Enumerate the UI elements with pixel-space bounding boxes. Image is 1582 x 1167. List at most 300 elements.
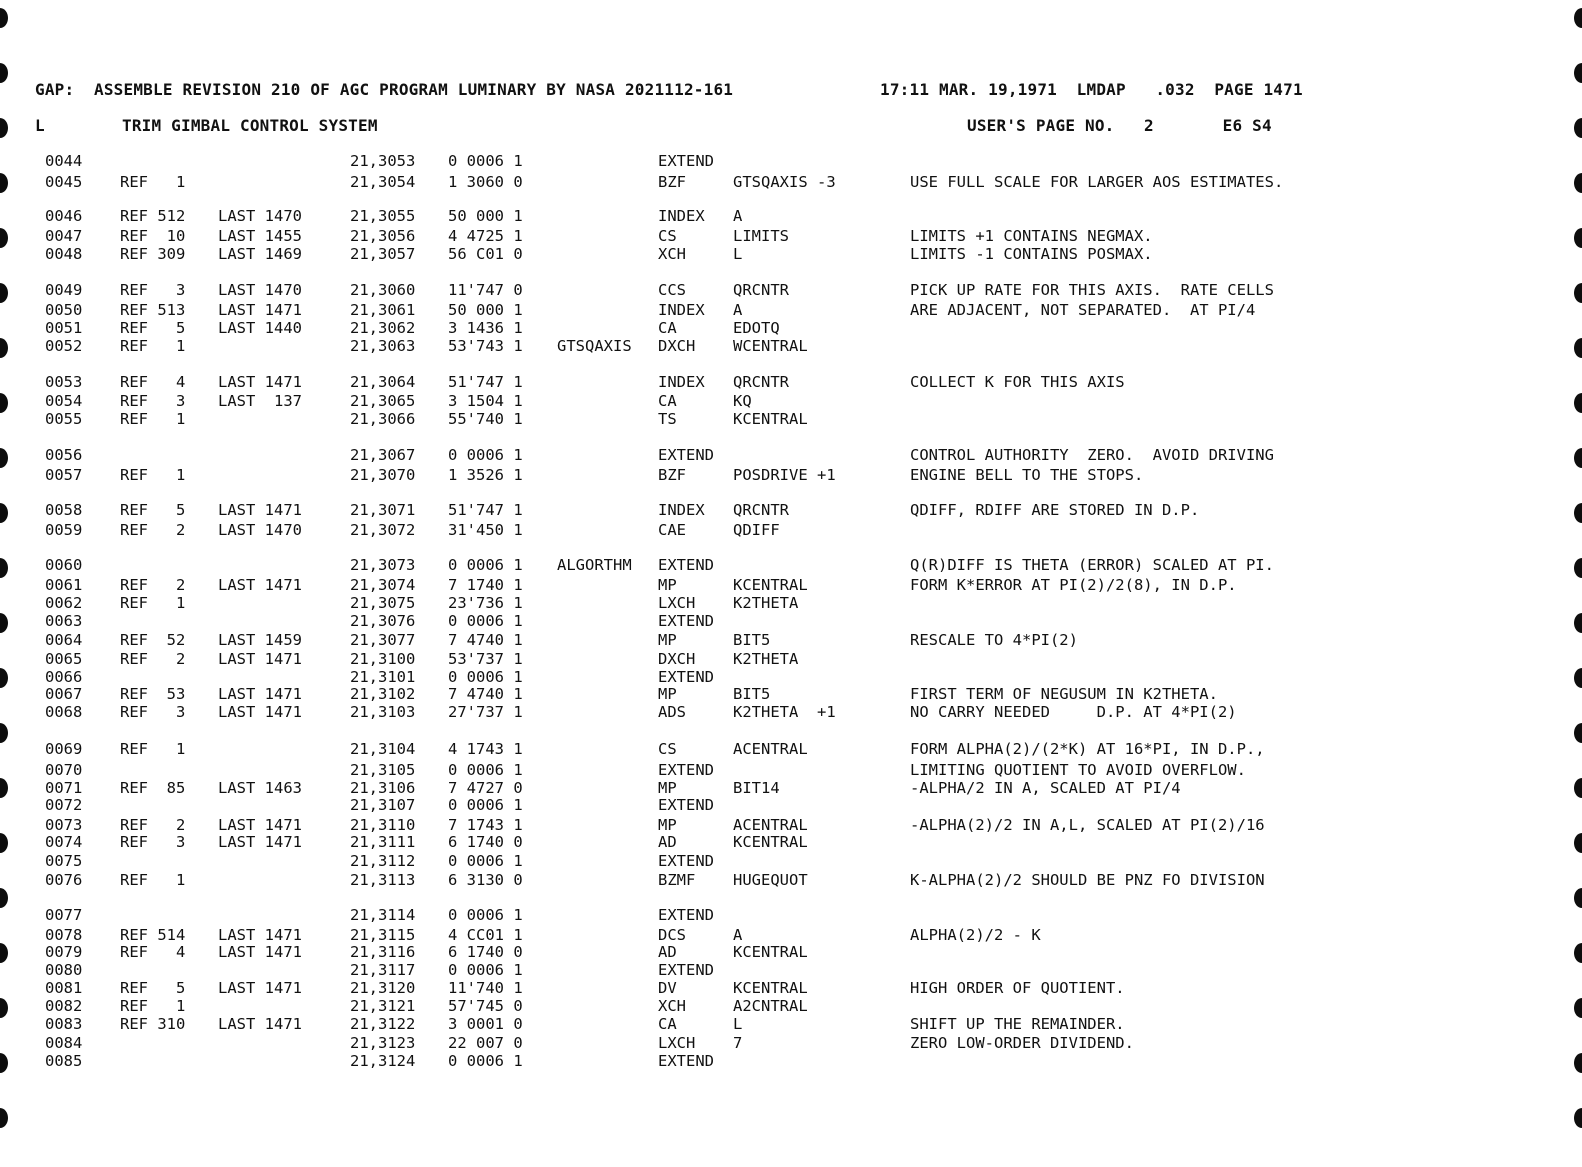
last-field: LAST 1471 <box>218 979 302 997</box>
address: 21,3104 <box>350 740 416 758</box>
octal-word: 0 0006 1 <box>448 852 523 870</box>
address: 21,3116 <box>350 943 416 961</box>
line-number: 0072 <box>45 796 83 814</box>
listing-row <box>0 392 1582 410</box>
ref-field: REF 4 <box>120 943 186 961</box>
octal-word: 55'740 1 <box>448 410 523 428</box>
octal-word: 6 3130 0 <box>448 871 523 889</box>
last-field: LAST 1469 <box>218 245 302 263</box>
octal-word: 6 1740 0 <box>448 943 523 961</box>
header-assembly-title: GAP: ASSEMBLE REVISION 210 OF AGC PROGRAM LUMINARY BY NASA 2021112-161 <box>35 80 734 99</box>
address: 21,3123 <box>350 1034 416 1052</box>
address: 21,3100 <box>350 650 416 668</box>
comment: USE FULL SCALE FOR LARGER AOS ESTIMATES. <box>910 173 1284 191</box>
octal-word: 11'747 0 <box>448 281 523 299</box>
ref-field: REF 512 <box>120 207 186 225</box>
opcode: MP <box>658 779 677 797</box>
address: 21,3110 <box>350 816 416 834</box>
address: 21,3067 <box>350 446 416 464</box>
ref-field: REF 52 <box>120 631 186 649</box>
operand: QDIFF <box>733 521 780 539</box>
line-number: 0053 <box>45 373 83 391</box>
comment: Q(R)DIFF IS THETA (ERROR) SCALED AT PI. <box>910 556 1274 574</box>
listing-row <box>0 796 1582 814</box>
last-field: LAST 1455 <box>218 227 302 245</box>
last-field: LAST 1470 <box>218 521 302 539</box>
listing-row <box>0 979 1582 997</box>
address: 21,3060 <box>350 281 416 299</box>
opcode: MP <box>658 685 677 703</box>
comment: ALPHA(2)/2 - K <box>910 926 1041 944</box>
operand: BIT5 <box>733 685 771 703</box>
opcode: INDEX <box>658 373 705 391</box>
listing-row <box>0 852 1582 870</box>
octal-word: 22 007 0 <box>448 1034 523 1052</box>
opcode: TS <box>658 410 677 428</box>
opcode: LXCH <box>658 1034 696 1052</box>
listing-row <box>0 668 1582 686</box>
line-number: 0071 <box>45 779 83 797</box>
comment: COLLECT K FOR THIS AXIS <box>910 373 1125 391</box>
address: 21,3114 <box>350 906 416 924</box>
listing-row <box>0 1034 1582 1052</box>
listing-row <box>0 906 1582 924</box>
ref-field: REF 1 <box>120 173 186 191</box>
octal-word: 7 4727 0 <box>448 779 523 797</box>
comment: HIGH ORDER OF QUOTIENT. <box>910 979 1125 997</box>
opcode: CA <box>658 1015 677 1033</box>
operand: A <box>733 301 743 319</box>
line-number: 0063 <box>45 612 83 630</box>
operand: BIT5 <box>733 631 771 649</box>
octal-word: 31'450 1 <box>448 521 523 539</box>
opcode: MP <box>658 631 677 649</box>
octal-word: 0 0006 1 <box>448 906 523 924</box>
opcode: BZMF <box>658 871 696 889</box>
line-number: 0068 <box>45 703 83 721</box>
address: 21,3057 <box>350 245 416 263</box>
opcode: EXTEND <box>658 152 714 170</box>
opcode: CA <box>658 319 677 337</box>
line-number: 0057 <box>45 466 83 484</box>
listing-row <box>0 703 1582 721</box>
address: 21,3120 <box>350 979 416 997</box>
last-field: LAST 1471 <box>218 833 302 851</box>
opcode: EXTEND <box>658 668 714 686</box>
last-field: LAST 1471 <box>218 703 302 721</box>
operand: K2THETA +1 <box>733 703 836 721</box>
address: 21,3102 <box>350 685 416 703</box>
address: 21,3071 <box>350 501 416 519</box>
tractor-hole <box>1574 1108 1582 1128</box>
line-number: 0064 <box>45 631 83 649</box>
listing-row <box>0 594 1582 612</box>
operand: L <box>733 1015 743 1033</box>
line-number: 0074 <box>45 833 83 851</box>
opcode: CAE <box>658 521 686 539</box>
listing-row <box>0 501 1582 519</box>
operand: ACENTRAL <box>733 740 808 758</box>
line-number: 0049 <box>45 281 83 299</box>
opcode: LXCH <box>658 594 696 612</box>
ref-field: REF 2 <box>120 521 186 539</box>
tractor-hole <box>1574 118 1582 138</box>
header-mark: L <box>35 116 45 135</box>
ref-field: REF 309 <box>120 245 186 263</box>
octal-word: 27'737 1 <box>448 703 523 721</box>
opcode: CA <box>658 392 677 410</box>
opcode: DV <box>658 979 677 997</box>
operand: KCENTRAL <box>733 833 808 851</box>
line-number: 0076 <box>45 871 83 889</box>
operand: KCENTRAL <box>733 410 808 428</box>
last-field: LAST 1471 <box>218 373 302 391</box>
ref-field: REF 1 <box>120 466 186 484</box>
opcode: CCS <box>658 281 686 299</box>
last-field: LAST 1471 <box>218 943 302 961</box>
address: 21,3077 <box>350 631 416 649</box>
opcode: INDEX <box>658 501 705 519</box>
operand: QRCNTR <box>733 501 789 519</box>
opcode: AD <box>658 943 677 961</box>
listing-row <box>0 319 1582 337</box>
address: 21,3124 <box>350 1052 416 1070</box>
opcode: MP <box>658 576 677 594</box>
last-field: LAST 1459 <box>218 631 302 649</box>
comment: NO CARRY NEEDED D.P. AT 4*PI(2) <box>910 703 1237 721</box>
ref-field: REF 2 <box>120 816 186 834</box>
opcode: EXTEND <box>658 852 714 870</box>
opcode: EXTEND <box>658 612 714 630</box>
tractor-hole <box>0 888 8 908</box>
line-number: 0045 <box>45 173 83 191</box>
comment: -ALPHA/2 IN A, SCALED AT PI/4 <box>910 779 1181 797</box>
address: 21,3070 <box>350 466 416 484</box>
address: 21,3073 <box>350 556 416 574</box>
octal-word: 0 0006 1 <box>448 961 523 979</box>
octal-word: 50 000 1 <box>448 301 523 319</box>
listing-row <box>0 650 1582 668</box>
comment: CONTROL AUTHORITY ZERO. AVOID DRIVING <box>910 446 1274 464</box>
ref-field: REF 1 <box>120 410 186 428</box>
octal-word: 0 0006 1 <box>448 796 523 814</box>
opcode: DXCH <box>658 337 696 355</box>
line-number: 0046 <box>45 207 83 225</box>
octal-word: 51'747 1 <box>448 501 523 519</box>
listing-row <box>0 997 1582 1015</box>
opcode: DXCH <box>658 650 696 668</box>
header-section-title: TRIM GIMBAL CONTROL SYSTEM <box>122 116 378 135</box>
operand: K2THETA <box>733 594 799 612</box>
ref-field: REF 514 <box>120 926 186 944</box>
address: 21,3066 <box>350 410 416 428</box>
address: 21,3076 <box>350 612 416 630</box>
ref-field: REF 1 <box>120 337 186 355</box>
opcode: EXTEND <box>658 1052 714 1070</box>
header-date-page: 17:11 MAR. 19,1971 LMDAP .032 PAGE 1471 <box>880 80 1303 99</box>
listing-row <box>0 1015 1582 1033</box>
comment: -ALPHA(2)/2 IN A,L, SCALED AT PI(2)/16 <box>910 816 1265 834</box>
line-number: 0080 <box>45 961 83 979</box>
address: 21,3121 <box>350 997 416 1015</box>
address: 21,3072 <box>350 521 416 539</box>
octal-word: 57'745 0 <box>448 997 523 1015</box>
address: 21,3065 <box>350 392 416 410</box>
address: 21,3103 <box>350 703 416 721</box>
line-number: 0048 <box>45 245 83 263</box>
octal-word: 0 0006 1 <box>448 152 523 170</box>
listing-row <box>0 961 1582 979</box>
line-number: 0073 <box>45 816 83 834</box>
address: 21,3056 <box>350 227 416 245</box>
listing-row <box>0 466 1582 484</box>
opcode: EXTEND <box>658 761 714 779</box>
last-field: LAST 137 <box>218 392 302 410</box>
ref-field: REF 5 <box>120 319 186 337</box>
operand: GTSQAXIS -3 <box>733 173 836 191</box>
opcode: EXTEND <box>658 961 714 979</box>
opcode: CS <box>658 227 677 245</box>
octal-word: 56 C01 0 <box>448 245 523 263</box>
listing-row <box>0 556 1582 574</box>
octal-word: 11'740 1 <box>448 979 523 997</box>
address: 21,3055 <box>350 207 416 225</box>
listing-row <box>0 833 1582 851</box>
address: 21,3101 <box>350 668 416 686</box>
address: 21,3061 <box>350 301 416 319</box>
last-field: LAST 1471 <box>218 685 302 703</box>
operand: A2CNTRAL <box>733 997 808 1015</box>
comment: SHIFT UP THE REMAINDER. <box>910 1015 1125 1033</box>
listing-row <box>0 943 1582 961</box>
line-number: 0082 <box>45 997 83 1015</box>
octal-word: 23'736 1 <box>448 594 523 612</box>
comment: ARE ADJACENT, NOT SEPARATED. AT PI/4 <box>910 301 1256 319</box>
listing-row <box>0 410 1582 428</box>
last-field: LAST 1463 <box>218 779 302 797</box>
line-number: 0052 <box>45 337 83 355</box>
label-field: GTSQAXIS <box>557 337 632 355</box>
address: 21,3106 <box>350 779 416 797</box>
ref-field: REF 1 <box>120 871 186 889</box>
line-number: 0081 <box>45 979 83 997</box>
address: 21,3115 <box>350 926 416 944</box>
listing-row <box>0 152 1582 170</box>
operand: QRCNTR <box>733 373 789 391</box>
ref-field: REF 3 <box>120 833 186 851</box>
last-field: LAST 1471 <box>218 1015 302 1033</box>
operand: 7 <box>733 1034 743 1052</box>
last-field: LAST 1471 <box>218 650 302 668</box>
listing-row <box>0 1052 1582 1070</box>
line-number: 0061 <box>45 576 83 594</box>
address: 21,3063 <box>350 337 416 355</box>
operand: QRCNTR <box>733 281 789 299</box>
octal-word: 53'737 1 <box>448 650 523 668</box>
line-number: 0077 <box>45 906 83 924</box>
listing-row <box>0 740 1582 758</box>
line-number: 0084 <box>45 1034 83 1052</box>
opcode: XCH <box>658 997 686 1015</box>
address: 21,3113 <box>350 871 416 889</box>
address: 21,3112 <box>350 852 416 870</box>
operand: KCENTRAL <box>733 979 808 997</box>
address: 21,3074 <box>350 576 416 594</box>
ref-field: REF 2 <box>120 650 186 668</box>
address: 21,3053 <box>350 152 416 170</box>
line-number: 0085 <box>45 1052 83 1070</box>
listing-row <box>0 576 1582 594</box>
octal-word: 7 1743 1 <box>448 816 523 834</box>
operand: A <box>733 207 743 225</box>
address: 21,3117 <box>350 961 416 979</box>
ref-field: REF 1 <box>120 594 186 612</box>
octal-word: 1 3526 1 <box>448 466 523 484</box>
line-number: 0060 <box>45 556 83 574</box>
label-field: ALGORTHM <box>557 556 632 574</box>
comment: LIMITS -1 CONTAINS POSMAX. <box>910 245 1153 263</box>
ref-field: REF 5 <box>120 979 186 997</box>
header-user-page: USER'S PAGE NO. 2 E6 S4 <box>967 116 1272 135</box>
line-number: 0067 <box>45 685 83 703</box>
address: 21,3122 <box>350 1015 416 1033</box>
line-number: 0079 <box>45 943 83 961</box>
ref-field: REF 5 <box>120 501 186 519</box>
tractor-hole <box>1574 888 1582 908</box>
last-field: LAST 1470 <box>218 207 302 225</box>
last-field: LAST 1471 <box>218 501 302 519</box>
octal-word: 51'747 1 <box>448 373 523 391</box>
line-number: 0083 <box>45 1015 83 1033</box>
address: 21,3075 <box>350 594 416 612</box>
comment: LIMITS +1 CONTAINS NEGMAX. <box>910 227 1153 245</box>
ref-field: REF 310 <box>120 1015 186 1033</box>
operand: ACENTRAL <box>733 816 808 834</box>
comment: LIMITING QUOTIENT TO AVOID OVERFLOW. <box>910 761 1246 779</box>
listing-row <box>0 779 1582 797</box>
octal-word: 7 4740 1 <box>448 631 523 649</box>
opcode: DCS <box>658 926 686 944</box>
address: 21,3111 <box>350 833 416 851</box>
tractor-hole <box>1574 8 1582 28</box>
line-number: 0059 <box>45 521 83 539</box>
operand: BIT14 <box>733 779 780 797</box>
listing-row <box>0 337 1582 355</box>
octal-word: 7 1740 1 <box>448 576 523 594</box>
listing-row <box>0 245 1582 263</box>
octal-word: 0 0006 1 <box>448 1052 523 1070</box>
line-number: 0044 <box>45 152 83 170</box>
opcode: BZF <box>658 173 686 191</box>
ref-field: REF 1 <box>120 997 186 1015</box>
address: 21,3054 <box>350 173 416 191</box>
operand: KCENTRAL <box>733 943 808 961</box>
line-number: 0056 <box>45 446 83 464</box>
last-field: LAST 1471 <box>218 301 302 319</box>
tractor-hole <box>0 1108 8 1128</box>
line-number: 0054 <box>45 392 83 410</box>
ref-field: REF 3 <box>120 703 186 721</box>
tractor-hole <box>0 63 8 83</box>
comment: ENGINE BELL TO THE STOPS. <box>910 466 1144 484</box>
last-field: LAST 1470 <box>218 281 302 299</box>
octal-word: 0 0006 1 <box>448 446 523 464</box>
operand: EDOTQ <box>733 319 780 337</box>
ref-field: REF 3 <box>120 392 186 410</box>
tractor-hole <box>1574 63 1582 83</box>
operand: HUGEQUOT <box>733 871 808 889</box>
octal-word: 0 0006 1 <box>448 612 523 630</box>
opcode: EXTEND <box>658 796 714 814</box>
comment: FORM K*ERROR AT PI(2)/2(8), IN D.P. <box>910 576 1237 594</box>
octal-word: 4 1743 1 <box>448 740 523 758</box>
listing-row <box>0 816 1582 834</box>
comment: PICK UP RATE FOR THIS AXIS. RATE CELLS <box>910 281 1274 299</box>
opcode: ADS <box>658 703 686 721</box>
comment: FIRST TERM OF NEGUSUM IN K2THETA. <box>910 685 1218 703</box>
opcode: EXTEND <box>658 446 714 464</box>
comment: FORM ALPHA(2)/(2*K) AT 16*PI, IN D.P., <box>910 740 1265 758</box>
octal-word: 50 000 1 <box>448 207 523 225</box>
ref-field: REF 513 <box>120 301 186 319</box>
octal-word: 0 0006 1 <box>448 668 523 686</box>
line-number: 0058 <box>45 501 83 519</box>
opcode: EXTEND <box>658 906 714 924</box>
line-number: 0051 <box>45 319 83 337</box>
octal-word: 1 3060 0 <box>448 173 523 191</box>
comment: ZERO LOW-ORDER DIVIDEND. <box>910 1034 1134 1052</box>
octal-word: 0 0006 1 <box>448 556 523 574</box>
address: 21,3064 <box>350 373 416 391</box>
line-number: 0062 <box>45 594 83 612</box>
address: 21,3107 <box>350 796 416 814</box>
octal-word: 6 1740 0 <box>448 833 523 851</box>
operand: A <box>733 926 743 944</box>
last-field: LAST 1471 <box>218 926 302 944</box>
line-number: 0055 <box>45 410 83 428</box>
listing-row <box>0 301 1582 319</box>
opcode: BZF <box>658 466 686 484</box>
octal-word: 0 0006 1 <box>448 761 523 779</box>
listing-row <box>0 521 1582 539</box>
last-field: LAST 1471 <box>218 576 302 594</box>
listing-row <box>0 173 1582 191</box>
ref-field: REF 53 <box>120 685 186 703</box>
opcode: INDEX <box>658 301 705 319</box>
operand: L <box>733 245 743 263</box>
octal-word: 53'743 1 <box>448 337 523 355</box>
opcode: CS <box>658 740 677 758</box>
ref-field: REF 10 <box>120 227 186 245</box>
listing-row <box>0 227 1582 245</box>
ref-field: REF 3 <box>120 281 186 299</box>
listing-row <box>0 871 1582 889</box>
opcode: INDEX <box>658 207 705 225</box>
line-number: 0050 <box>45 301 83 319</box>
last-field: LAST 1440 <box>218 319 302 337</box>
ref-field: REF 2 <box>120 576 186 594</box>
tractor-hole <box>0 118 8 138</box>
operand: WCENTRAL <box>733 337 808 355</box>
listing-row <box>0 685 1582 703</box>
operand: KQ <box>733 392 752 410</box>
comment: K-ALPHA(2)/2 SHOULD BE PNZ FO DIVISION <box>910 871 1265 889</box>
line-number: 0066 <box>45 668 83 686</box>
opcode: AD <box>658 833 677 851</box>
tractor-hole <box>0 8 8 28</box>
line-number: 0078 <box>45 926 83 944</box>
listing-row <box>0 446 1582 464</box>
